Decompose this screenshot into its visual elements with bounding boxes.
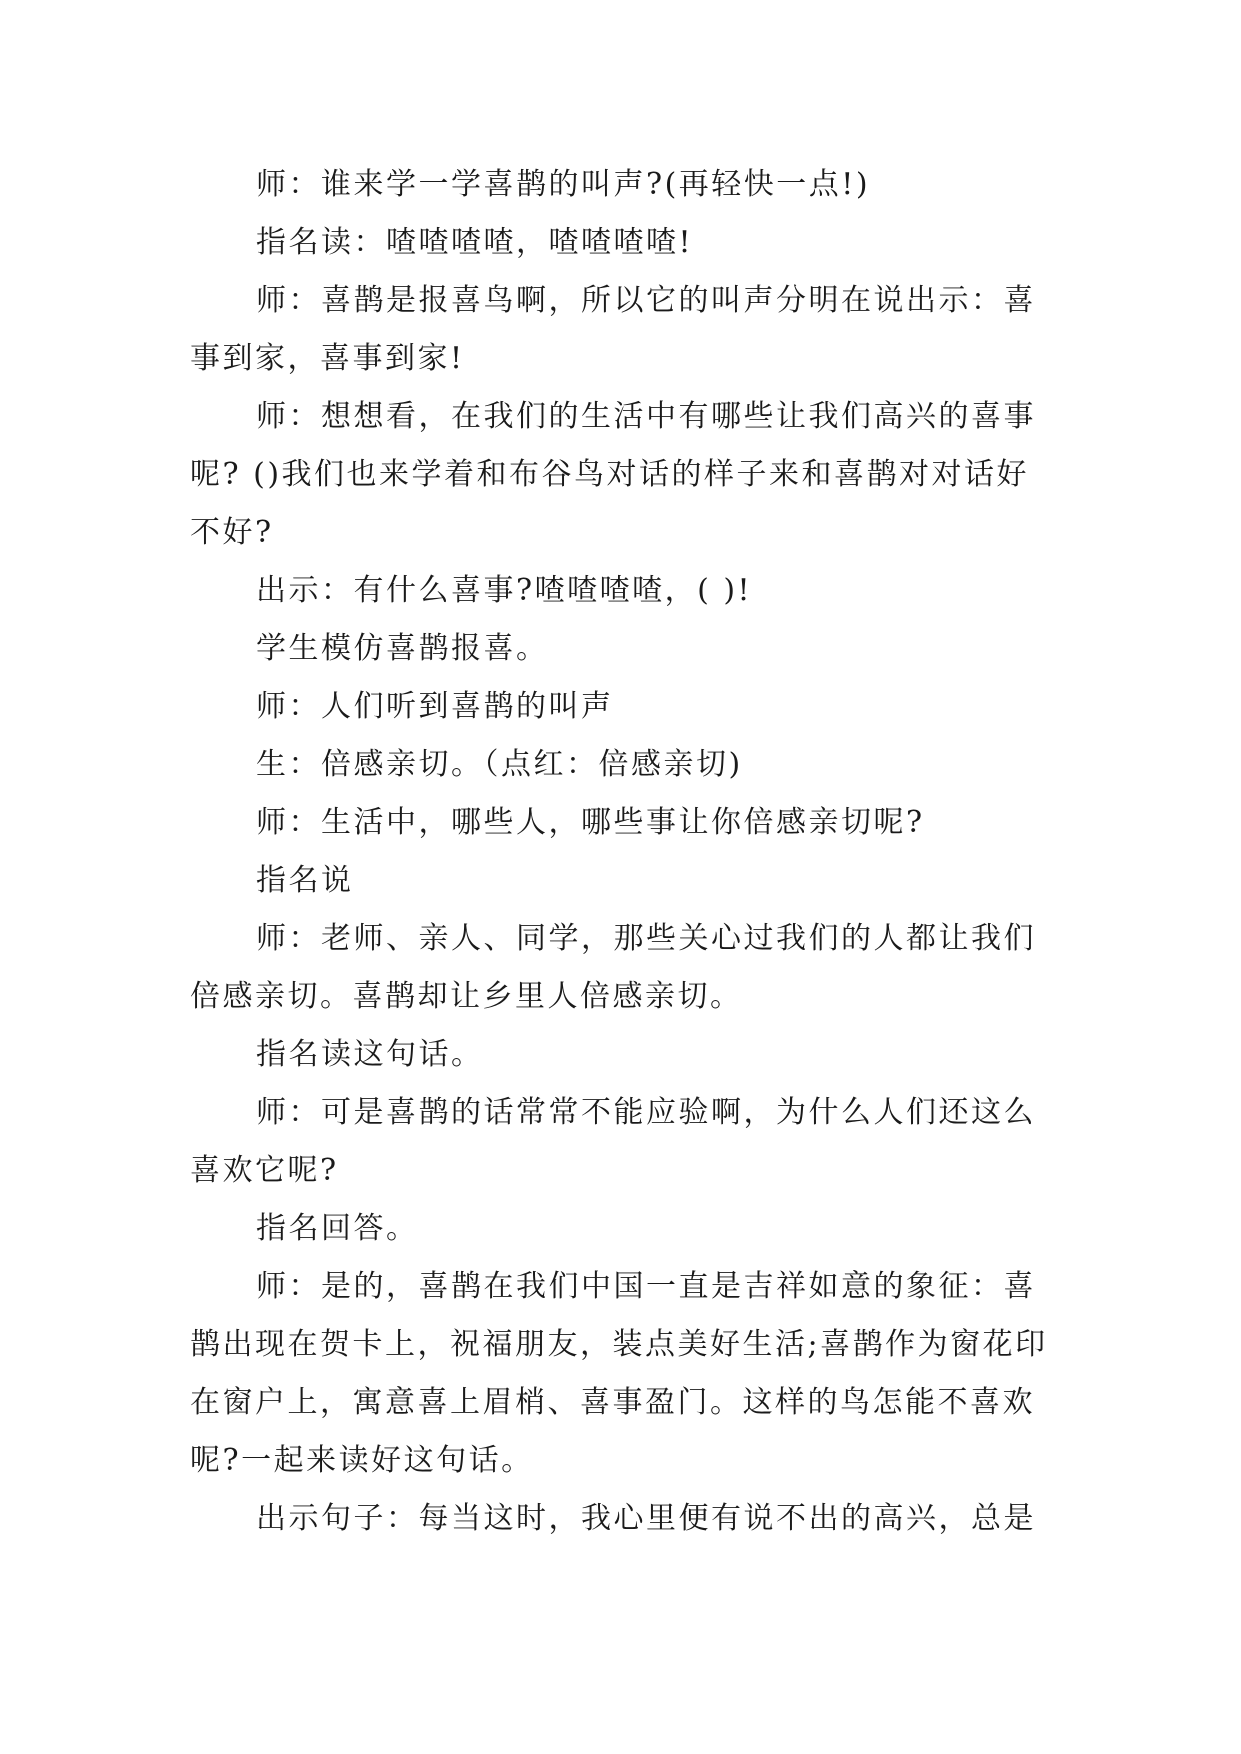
paragraph-teacher-why-like: 师：可是喜鹊的话常常不能应验啊，为什么人们还这么喜欢它呢? bbox=[190, 1095, 1036, 1188]
paragraph-call-on-student: 指名说 bbox=[256, 863, 354, 898]
paragraph-read-sentence: 指名读这句话。 bbox=[256, 1037, 484, 1072]
paragraph-call-to-answer: 指名回答。 bbox=[256, 1211, 419, 1246]
paragraph-show-sentence: 出示句子：每当这时，我心里便有说不出的高兴，总是 bbox=[256, 1501, 1036, 1536]
paragraph-read-aloud-chatter: 指名读：喳喳喳喳，喳喳喳喳! bbox=[256, 225, 694, 260]
document-body bbox=[190, 156, 1052, 1548]
paragraph-teacher-who-feels-close: 师：生活中，哪些人，哪些事让你倍感亲切呢? bbox=[256, 805, 925, 840]
paragraph-show-dialogue-prompt: 出示：有什么喜事?喳喳喳喳，( )! bbox=[256, 573, 753, 608]
paragraph-teacher-good-news-bird: 师：喜鹊是报喜鸟啊，所以它的叫声分明在说出示：喜事到家，喜事到家! bbox=[190, 283, 1036, 376]
paragraph-students-imitate: 学生模仿喜鹊报喜。 bbox=[256, 631, 549, 666]
paragraph-teacher-happy-events: 师：想想看，在我们的生活中有哪些让我们高兴的喜事呢? ()我们也来学着和布谷鸟对话的样子来和喜鹊对对话好不好? bbox=[190, 399, 1036, 550]
paragraph-teacher-imitate-call: 师：谁来学一学喜鹊的叫声?(再轻快一点!) bbox=[256, 167, 871, 202]
paragraph-student-feel-close: 生：倍感亲切。（点红：倍感亲切) bbox=[256, 747, 743, 782]
paragraph-teacher-people-hear: 师：人们听到喜鹊的叫声 bbox=[256, 689, 614, 724]
paragraph-teacher-teachers-relatives: 师：老师、亲人、同学，那些关心过我们的人都让我们倍感亲切。喜鹊却让乡里人倍感亲切。 bbox=[190, 921, 1036, 1014]
paragraph-teacher-auspicious-symbol: 师：是的，喜鹊在我们中国一直是吉祥如意的象征：喜鹊出现在贺卡上，祝福朋友，装点美好生活;喜鹊作为窗花印在窗户上，寓意喜上眉梢、喜事盈门。这样的鸟怎能不喜欢呢?一起来读好这句话。 bbox=[190, 1269, 1048, 1478]
